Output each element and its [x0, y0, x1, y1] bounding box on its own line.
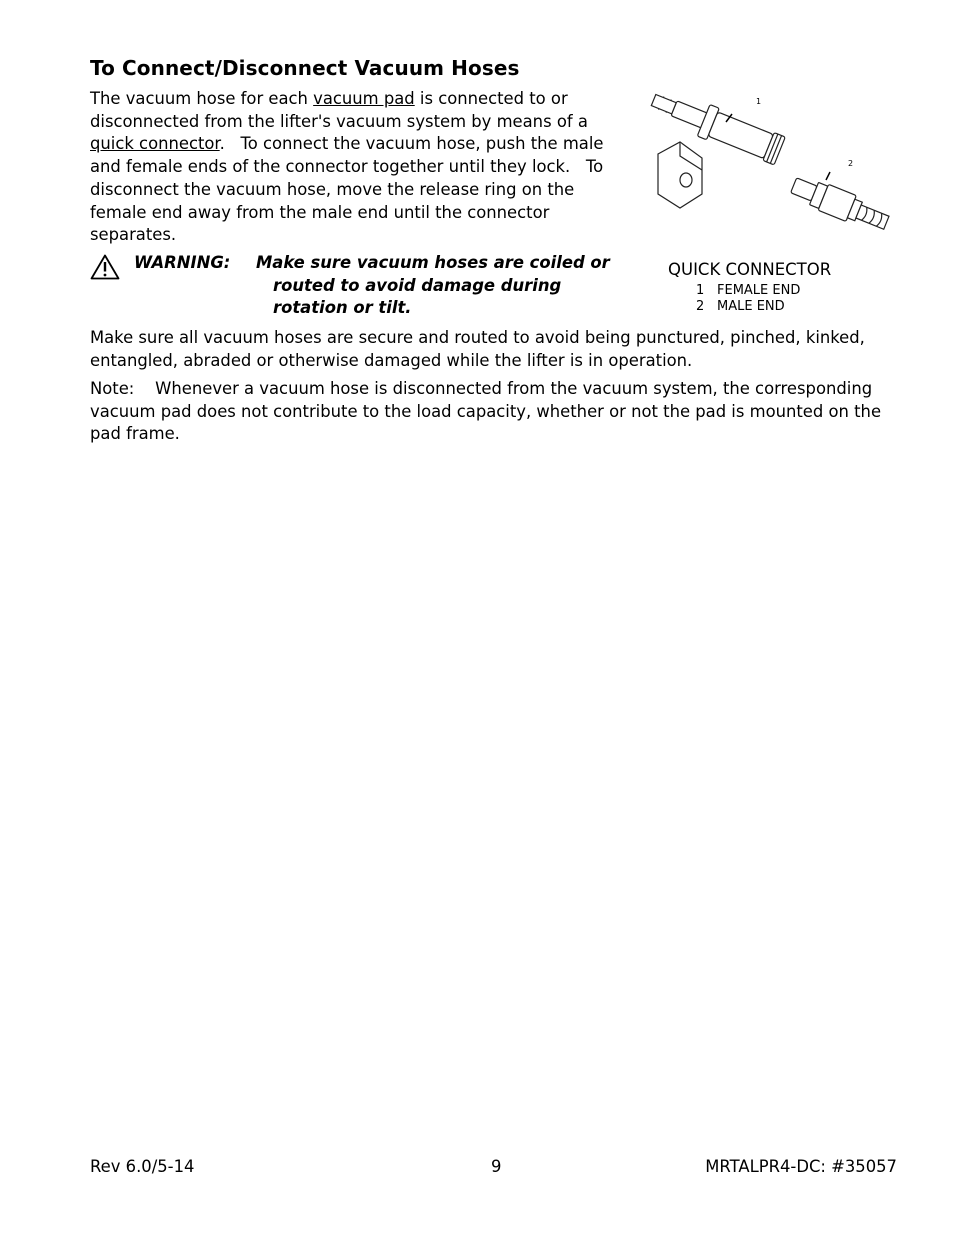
legend-label: MALE END [717, 299, 785, 314]
quick-connector-illustration [640, 84, 902, 250]
note-paragraph [90, 378, 900, 446]
legend-item [696, 283, 800, 299]
figure-legend [696, 283, 800, 315]
figure-caption: QUICK CONNECTOR [668, 260, 832, 279]
note-text: Whenever a vacuum hose is disconnected from the vacuum system, the corresponding vacuum pad does not contribute to the load capacity, whether or not the pad is mounted on the pad frame. [90, 379, 882, 444]
warning-label: WARNING: [134, 253, 231, 272]
quick-connector-link[interactable]: quick connector [90, 134, 220, 154]
callout-1: 1 [756, 97, 762, 106]
warning-line-1: Make sure vacuum hoses are coiled or [256, 253, 610, 272]
warning-line-2: routed to avoid damage during [273, 275, 562, 295]
warning-triangle-icon [90, 254, 120, 280]
footer-doc-id: MRTALPR4-DC: #35057 [705, 1157, 897, 1176]
legend-item [696, 299, 800, 315]
intro-text-1: The vacuum hose for each [90, 89, 314, 108]
footer-page-number: 9 [491, 1157, 502, 1176]
vacuum-pad-link[interactable]: vacuum pad [313, 89, 415, 108]
callout-2: 2 [848, 159, 854, 168]
footer-revision: Rev 6.0/5-14 [90, 1157, 195, 1176]
legend-number: 1 [696, 283, 705, 298]
section-title: To Connect/Disconnect Vacuum Hoses [90, 56, 520, 80]
warning-line-3: rotation or tilt. [273, 298, 412, 317]
hose-safety-paragraph: Make sure all vacuum hoses are secure and routed to avoid being punctured, pinched, kinked, entangled, abraded or otherwise damaged while the lifter is in operation. [90, 328, 865, 370]
intro-text-2: is connected to or disconnected from the lifter's vacuum system by means of a [90, 89, 588, 131]
intro-text-3: . To connect the vacuum hose, push the male and female ends of the connector together until they lock. To disconnect the vacuum hose, move the release ring on the female end away from the male end until the connector separates. [90, 134, 604, 245]
legend-label: FEMALE END [717, 283, 801, 298]
note-label: Note: [90, 379, 135, 398]
intro-paragraph [90, 88, 630, 247]
legend-number: 2 [696, 299, 705, 314]
warning-text [256, 252, 636, 320]
